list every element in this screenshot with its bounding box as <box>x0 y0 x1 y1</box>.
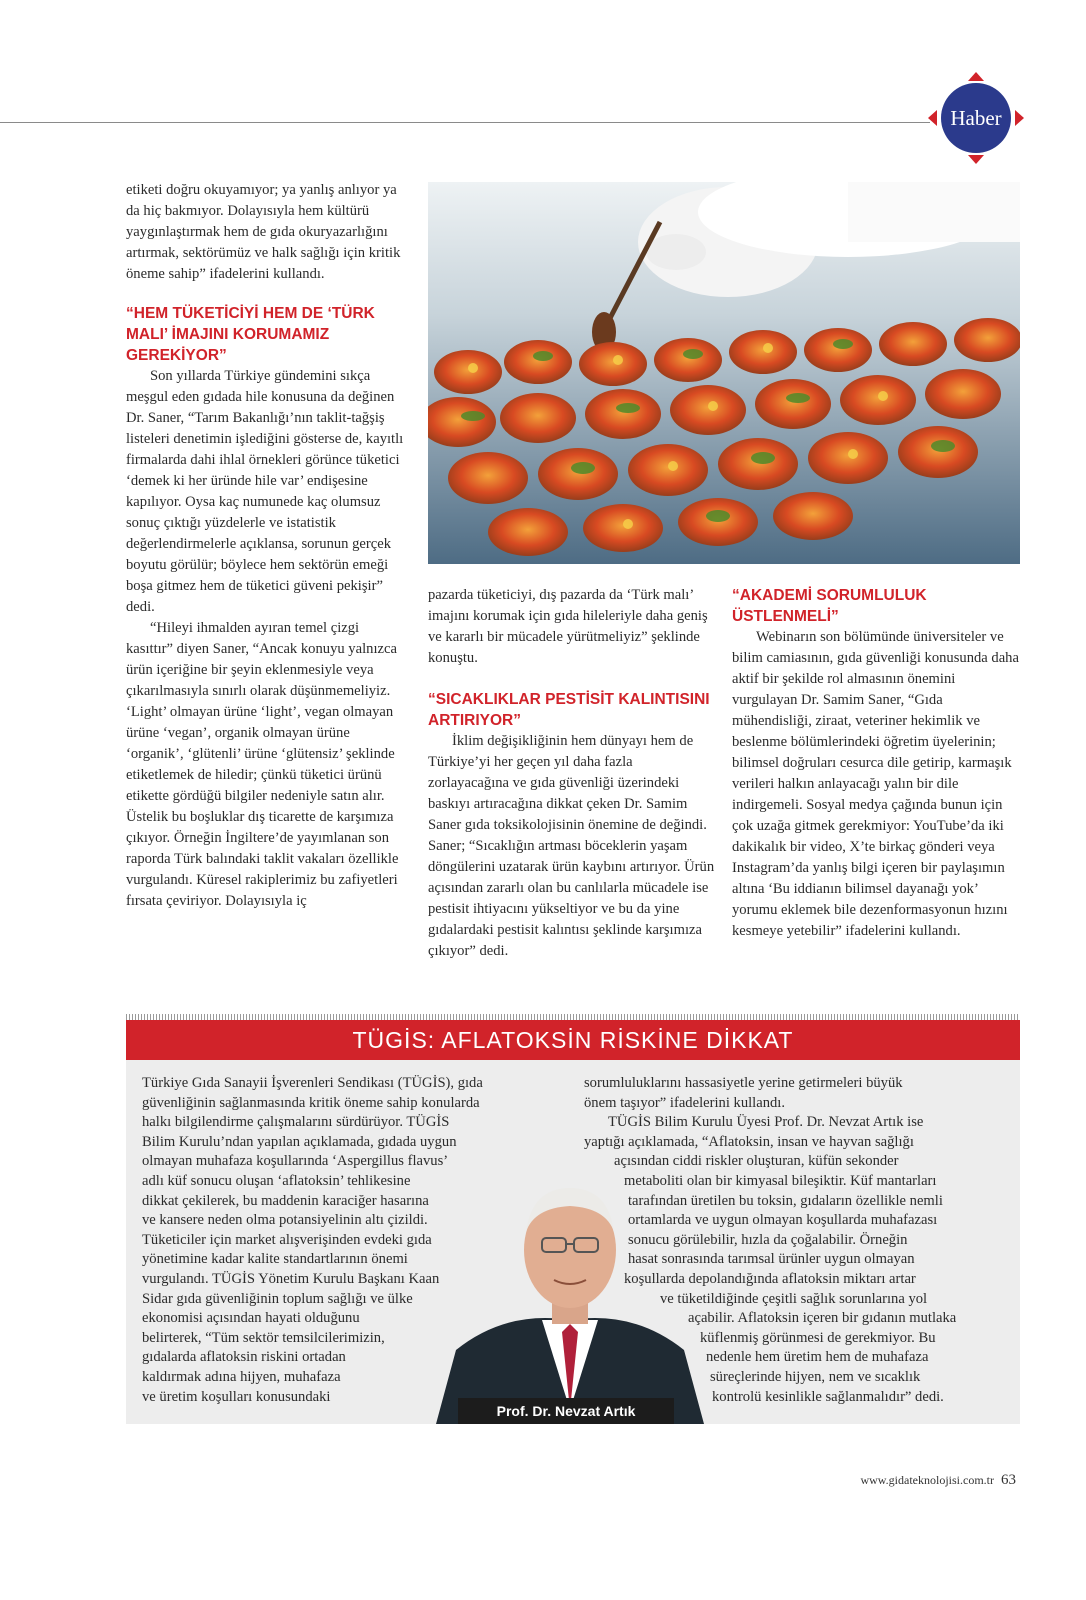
subheading-tuketici: “HEM TÜKETİCİYİ HEM DE ‘TÜRK MALI’ İMAJINI KORUMAMIZ GEREKİYOR” <box>126 305 375 364</box>
food-photo <box>428 182 1020 564</box>
text-line: koşullarda depolandığında aflatoksin miktarı artar <box>624 1270 916 1287</box>
text-line: küflenmiş görünmesi de gerekmiyor. Bu <box>700 1329 936 1346</box>
text-line: ortamlarda ve uygun olmayan koşullarda muhafazası <box>628 1212 938 1229</box>
text-line: açabilir. Aflatoksin içeren bir gıdanın mutlaka <box>688 1310 957 1327</box>
intro-paragraph: etiketi doğru okuyamıyor; ya yanlış anlıyor ya da hiç bakmıyor. Dolayısıyla hem kültürü yaygınlaştırmak hem de gıda okuryazarlığını artırmak, sektörümüz ve halk sağlığı için kritik öneme sahip” ifadelerini kullandı. <box>126 182 401 282</box>
text-line: açısından ciddi riskler oluşturan, küfün sekonder <box>614 1153 899 1170</box>
triangle-right-icon <box>1015 110 1024 126</box>
paragraph: pazarda tüketiciyi, dış pazarda da ‘Türk malı’ imajını korumak için gıda hileleriyle daha geniş ve kararlı bir mücadele yürütmeliyiz” şeklinde konuştu. <box>428 587 708 666</box>
section-badge <box>928 72 1024 164</box>
text-line: gıdalarda aflatoksin riskini ortadan <box>142 1349 346 1366</box>
triangle-up-icon <box>968 72 984 81</box>
top-rule <box>0 122 930 123</box>
text-line: tarafından üretilen bu toksin, gıdaların özellikle nemli <box>628 1192 943 1209</box>
text-line: kontrolü kesinlikle sağlanmalıdır” dedi. <box>712 1388 944 1405</box>
text-line: ve kansere neden olma potansiyelinin altı çizildi. <box>142 1212 428 1229</box>
text-line: Sidar gıda güvenliğinin toplum sağlığı ve ülke <box>142 1290 413 1307</box>
text-line: dikkat çekilerek, bu maddenin karaciğer hasarına <box>142 1192 429 1209</box>
text-line: nedenle hem üretim hem de muhafaza <box>706 1349 929 1366</box>
food-canapes-illustration <box>428 182 1020 564</box>
text-line: Türkiye Gıda Sanayii İşverenleri Sendikası (TÜGİS), gıda <box>142 1075 483 1091</box>
portrait-photo <box>436 1160 704 1424</box>
paragraph: İklim değişikliğinin hem dünyayı hem de Türkiye’yi her geçen yıl daha fazla zorlayacağına ve gıda güvenliği üzerindeki baskıyı artıracağına dikkat çeken Dr. Samim Saner gıda toksikolojisinin önemine de değindi. Saner; “Sıcaklığın artması böceklerin yaşam döngülerini uzatarak ürün kaybını artırıyor. Ürün açısından zararlı olan bu canlılarla mücadele ise pestisit ihtiyacını yükseltiyor ve bu da yine gıdalardaki pestisit kalıntısı şeklinde karşımıza çıkıyor” dedi. <box>428 733 715 959</box>
text-line: metaboliti olan bir kimyasal bileşiktir. Küf mantarları <box>624 1172 937 1189</box>
paragraph: Son yıllarda Türkiye gündemini sıkça meşgul eden gıdada hile konusuna da değinen Dr. Saner, “Tarım Bakanlığı’nın taklit-tağşiş listeleri denetimin işlediğini gösterse de, kayıtlı firmalarda dahi ihlal örnekleri görünce tüketici ‘demek ki her üründe hile var’ endişesine kapılıyor. Oysa kaç numunede kaç olumsuz sonuç çıktığı yüzdelerle ve istatistik değerlendirmelerle açıklansa, sorunun gerçek boyutu görülür; böylece hem sektörün emeği boşa gitmez hem de tüketici güveni pekişir” dedi. <box>126 368 404 615</box>
text-line: halkı bilgilendirme çalışmalarını sürdürüyor. TÜGİS <box>142 1114 450 1131</box>
text-line: vurgulandı. TÜGİS Yönetim Kurulu Başkanı Kaan <box>142 1270 440 1287</box>
text-line: adlı küf sonucu oluşan ‘aflatoksin’ tehlikesine <box>142 1172 411 1189</box>
text-line: kaldırmak adına hijyen, muhafaza <box>142 1368 341 1385</box>
article-column-3 <box>732 585 1022 942</box>
text-line: ve tüketildiğinde çeşitli sağlık sorunlarına yol <box>660 1290 928 1307</box>
text-line: sorumluluklarını hassasiyetle yerine getirmeleri büyük <box>584 1075 903 1091</box>
text-line: sonucu görülebilir, hızla da çoğalabilir. Örneğin <box>628 1231 908 1248</box>
subheading-akademi: “AKADEMİ SORUMLULUK ÜSTLENMELİ” <box>732 587 927 625</box>
text-line: Tüketiciler için market alışverişinden evdeki gıda <box>142 1231 432 1248</box>
paragraph: “Hileyi ihmalden ayıran temel çizgi kasıttır” diyen Saner, “Ancak konuyu yalnızca ürün içeriğine bir şeyin eklenmesiyle veya çıkarılmasıyla sınırlı olarak düşünmemeliyiz. ‘Light’ olmayan ürüne ‘light’, vegan olmayan ürüne ‘vegan’, organik olmayan ürüne ‘organik’, ‘glütenli’ ürüne ‘glütensiz’ şeklinde etiketlemek de hiledir; çünkü tüketici ürünü etikette gördüğü bilgiler nedeniyle satın alır. Üstelik bu boşluklar dış ticarette de karşımıza çıkıyor. Örneğin İngiltere’de yayımlanan son raporda Türk balındaki taklit vakaları özellikle vurgulandı. Küresel rakiplerimiz bu zafiyetleri fırsata çeviriyor. Dolayısıyla iç <box>126 620 399 909</box>
text-line: yaptığı açıklamada, “Aflatoksin, insan ve hayvan sağlığı <box>584 1133 914 1150</box>
text-line: süreçlerinde hijyen, nem ve sıcaklık <box>710 1368 921 1385</box>
section-label: Haber <box>941 83 1011 153</box>
paragraph: Webinarın son bölümünde üniversiteler ve bilim camiasının, gıda güvenliği konusunda daha aktif bir şekilde rol almasının önemini vurgulayan Dr. Samim Saner, “Gıda mühendisliği, ziraat, veteriner hekimlik ve beslenme bölümlerindeki öğretim üyelerinin; bilimsel doğruları cesurca dile getirip, karmaşık verileri halkın anlayacağı yalın bir dile indirgemeli. Sosyal medya çağında bunun için çok uzağa gitmek gerekmiyor: YouTube’da iki dakikalık bir video, X’te birkaç gönderi veya Instagram’da yanlış bilgi içeren bir paylaşımın altına ‘Bu iddianın bilimsel dayanağı yok’ yorumu eklemek bile dezenformasyonun hızını kesmeye yetebilir” ifadelerini kullandı. <box>732 629 1019 939</box>
photo-caption: Prof. Dr. Nevzat Artık <box>458 1398 674 1424</box>
text-line: belirterek, “Tüm sektör temsilcilerimizin, <box>142 1329 385 1346</box>
triangle-left-icon <box>928 110 937 126</box>
article-column-2 <box>428 585 716 962</box>
text-line: ve üretim koşulları konusundaki <box>142 1388 331 1405</box>
text-line: önem taşıyor” ifadelerini kullandı. <box>584 1094 786 1111</box>
page-footer <box>860 1472 1016 1489</box>
text-line: yönetimine kadar kalite standartlarının önemi <box>142 1251 408 1268</box>
text-line: TÜGİS Bilim Kurulu Üyesi Prof. Dr. Nevzat Artık ise <box>608 1114 924 1131</box>
text-line: olmayan muhafaza koşullarında ‘Aspergillus flavus’ <box>142 1153 449 1170</box>
page-number: 63 <box>1001 1472 1016 1488</box>
triangle-down-icon <box>968 155 984 164</box>
website-link[interactable]: www.gidateknolojisi.com.tr <box>860 1473 994 1487</box>
text-line: güvenliğinin sağlanmasında kritik öneme sahip konularda <box>142 1094 480 1111</box>
text-line: ekonomisi açısından hayati olduğunu <box>142 1310 360 1327</box>
text-line: hasat sonrasında tarımsal ürünler uygun olmayan <box>628 1251 915 1268</box>
article-column-1 <box>126 180 406 912</box>
box-title: TÜGİS: AFLATOKSİN RİSKİNE DİKKAT <box>126 1020 1020 1060</box>
person-portrait-illustration <box>436 1160 704 1424</box>
subheading-sicaklik: “SICAKLIKLAR PESTİSİT KALINTISINI ARTIRIYOR” <box>428 691 710 729</box>
text-line: Bilim Kurulu’ndan yapılan açıklamada, gıdada uygun <box>142 1133 457 1150</box>
